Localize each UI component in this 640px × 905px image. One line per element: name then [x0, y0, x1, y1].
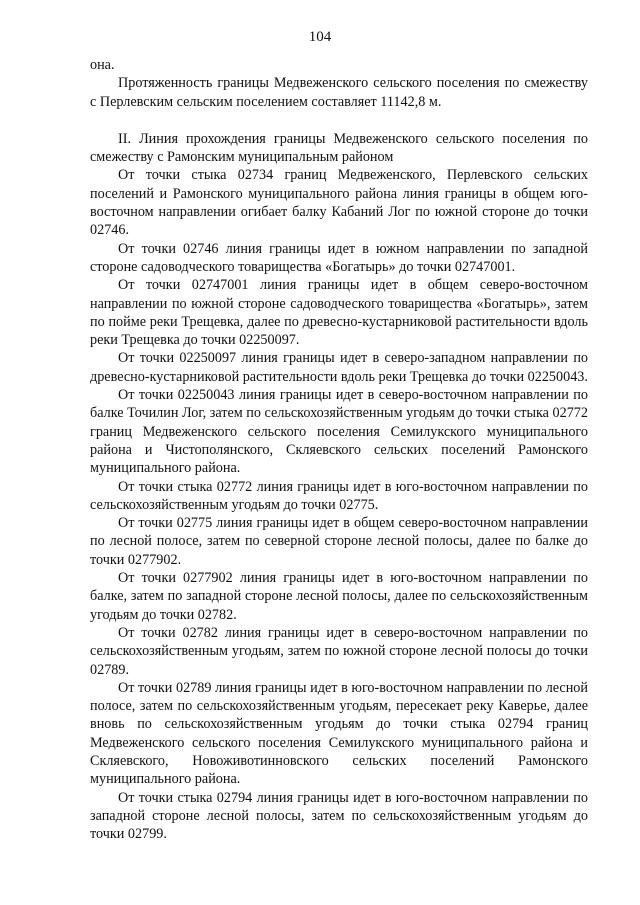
- paragraph-point-02794: От точки стыка 02794 линия границы идет в юго-восточном направлении по западной стороне лесной полосы, затем по сельскохозяйственным угодьям до точки 02799.: [90, 789, 588, 843]
- paragraph-point-02775: От точки 02775 линия границы идет в общем северо-восточном направлении по лесной полосе, затем по северной стороне лесной полосы, далее по балке до точки 0277902.: [90, 515, 588, 568]
- paragraph-point-02250097: От точки 02250097 линия границы идет в северо-западном направлении по древесно-кустарниковой растительности вдоль реки Трещевка до точки 02250043.: [90, 350, 588, 385]
- paragraph-point-02746: От точки 02746 линия границы идет в южном направлении по западной стороне садоводческого товарищества «Богатырь» до точки 02747001.: [90, 240, 588, 275]
- paragraph-point-02250043: От точки 02250043 линия границы идет в северо-восточном направлении по балке Точилин Лог, затем по сельскохозяйственным угодьям до точки стыка 02772 границ Медвеженского сельского поселения Семилукского муниципального района и Чистополянского, Скляевского сельских поселений Рамонского муниципального района.: [90, 387, 588, 477]
- paragraph-border-length: Протяженность границы Медвеженского сельского поселения по смежеству с Перлевским сельским поселением составляет 11142,8 м.: [90, 75, 588, 110]
- section-heading: II. Линия прохождения границы Медвеженского сельского поселения по смежеству с Рамонским муниципальным районом: [90, 130, 588, 166]
- paragraph-point-02772: От точки стыка 02772 линия границы идет в юго-восточном направлении по сельскохозяйственным угодьям до точки 02775.: [90, 478, 588, 513]
- paragraph-point-02782: От точки 02782 линия границы идет в северо-восточном направлении по сельскохозяйственным угодьям, затем по южной стороне лесной полосы до точки 02789.: [90, 624, 588, 678]
- page-number: 104: [308, 29, 332, 45]
- paragraph-point-0277902: От точки 0277902 линия границы идет в юго-восточном направлении по балке, затем по западной стороне лесной полосы, далее по сельскохозяйственным угодьям до точки 02782.: [90, 570, 588, 623]
- document-body: [90, 56, 588, 843]
- paragraph-point-02789: От точки 02789 линия границы идет в юго-восточном направлении по лесной полосе, затем по сельскохозяйственным угодьям, пересекает реку Каверье, далее вновь по сельскохозяйственным угодьям до точки стыка 02794 границ Медвеженского сельского поселения Семилукского муниципального района и Скляевского, Новоживотинновского сельских поселений Рамонского муниципального района.: [90, 679, 588, 788]
- paragraph-point-02747001: От точки 02747001 линия границы идет в общем северо-восточном направлении по южной стороне садоводческого товарищества «Богатырь», затем по пойме реки Трещевка, далее по древесно-кустарниковой растительности вдоль реки Трещевка до точки 02250097.: [90, 277, 588, 349]
- paragraph-point-02734: От точки стыка 02734 границ Медвеженского, Перлевского сельских поселений и Рамонского муниципального района линия границы в общем юго-восточном направлении огибает балку Кабаний Лог по южной стороне до точки 02746.: [90, 167, 588, 239]
- section-spacer: [90, 111, 588, 130]
- paragraph-continuation: она.: [90, 57, 115, 73]
